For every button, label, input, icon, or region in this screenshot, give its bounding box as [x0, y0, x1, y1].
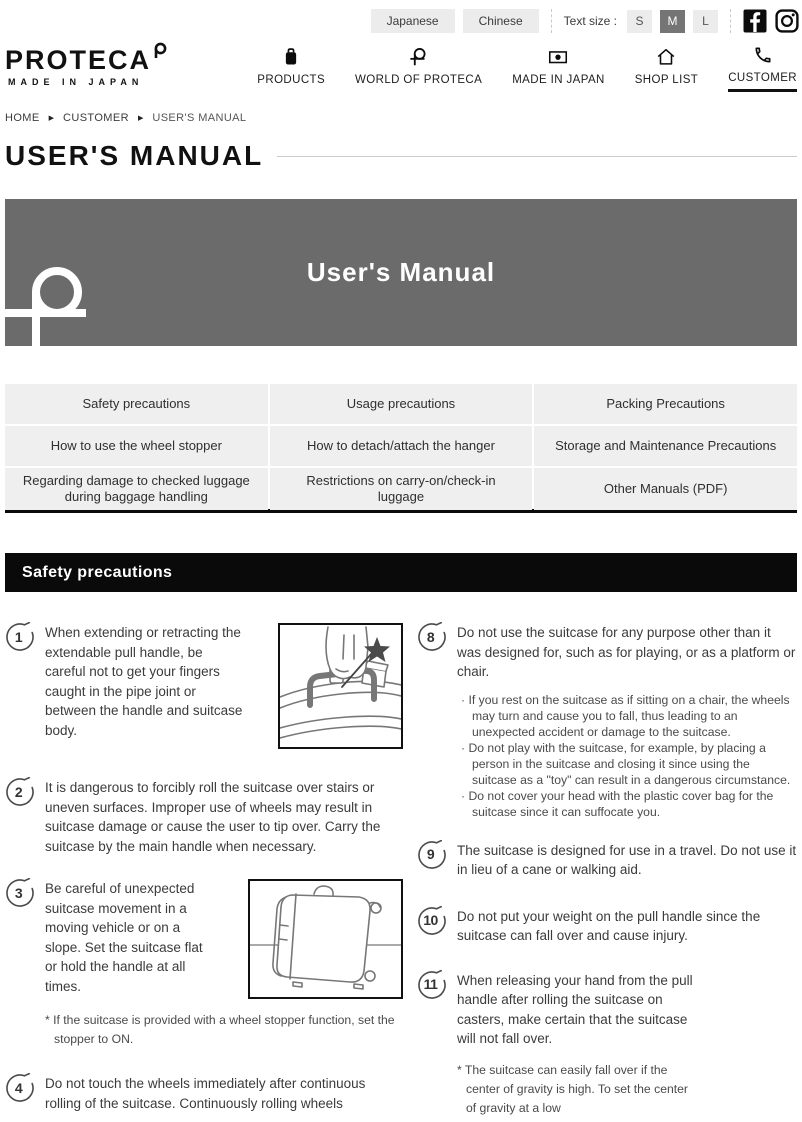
house-icon	[655, 46, 677, 68]
proteca-p-watermark-icon	[5, 199, 125, 346]
nav-label: PRODUCTS	[257, 74, 326, 86]
safety-item-11	[417, 970, 797, 1118]
link-usage-precautions[interactable]: Usage precautions	[270, 384, 533, 424]
safety-item-9	[417, 840, 797, 880]
divider	[551, 9, 552, 33]
item-note: * The suitcase can easily fall over if the center of gravity is high. To set the center of gravity at a low	[457, 1062, 688, 1115]
text-size-label: Text size :	[563, 14, 617, 28]
nav-item-customer[interactable]	[728, 44, 797, 92]
nav-item-made-in-japan[interactable]	[512, 46, 605, 92]
nav-item-world-of-proteca[interactable]	[355, 46, 482, 92]
suitcase-icon	[280, 46, 302, 68]
breadcrumb-current: USER'S MANUAL	[152, 112, 247, 124]
link-hanger[interactable]: How to detach/attach the hanger	[270, 426, 533, 466]
item-text: Do not put your weight on the pull handle since the suitcase can fall over and cause injury.	[457, 908, 761, 943]
item-number-badge: 8	[417, 622, 447, 652]
text-size-l-button[interactable]: L	[693, 10, 718, 33]
nav-item-products[interactable]	[257, 46, 325, 92]
nav-label: SHOP LIST	[634, 74, 699, 86]
link-other-manuals-pdf[interactable]: Other Manuals (PDF)	[534, 468, 797, 510]
safety-content	[0, 592, 802, 1118]
instagram-icon[interactable]	[775, 9, 799, 33]
bullet: · Do not play with the suitcase, for example, by placing a person in the suitcase and closing it since using the suitcase as a "toy" can result in a dangerous circumstance.	[461, 740, 797, 788]
item-text: Be careful of unexpected suitcase movement in a moving vehicle or on a slope. Set the suitcase flat or hold the handle at all times.	[45, 881, 203, 994]
phone-icon	[753, 44, 773, 66]
item-text: When extending or retracting the extendable pull handle, be careful not to get your fingers caught in the pipe joint or between the handle and suitcase body.	[45, 625, 243, 738]
section-header-safety-precautions	[5, 553, 797, 592]
content-column-right	[403, 622, 797, 1118]
item-text: The suitcase is designed for use in a travel. Do not use it in lieu of a cane or walking aid.	[457, 842, 797, 877]
item-number-badge: 2	[5, 777, 35, 807]
item-number-badge: 4	[5, 1073, 35, 1103]
link-checked-luggage-damage[interactable]: Regarding damage to checked luggage during baggage handling	[5, 468, 268, 510]
item-note: * If the suitcase is provided with a wheel stopper function, set the stopper to ON.	[45, 1013, 395, 1046]
pinch-warning-illustration	[278, 623, 403, 749]
proteca-logo[interactable]	[5, 40, 168, 87]
item-text: It is dangerous to forcibly roll the suitcase over stairs or uneven surfaces. Improper use of wheels may result in suitcase damage or cause the user to tip over. Carry the suitcase by the main handle when necessary.	[45, 780, 381, 854]
bullet: · Do not cover your head with the plastic cover bag for the suitcase since it can suffocate you.	[461, 788, 797, 820]
facebook-icon[interactable]	[743, 9, 767, 33]
link-packing-precautions[interactable]: Packing Precautions	[534, 384, 797, 424]
nav-item-shop-list[interactable]	[635, 46, 698, 92]
safety-item-3	[5, 878, 403, 1049]
safety-item-10	[417, 906, 797, 946]
text-size-s-button[interactable]: S	[627, 10, 652, 33]
chinese-button[interactable]: Chinese	[463, 9, 539, 33]
safety-item-2	[5, 777, 403, 856]
hero-banner	[5, 199, 797, 346]
title-rule	[277, 156, 797, 157]
item-number-badge: 10	[417, 906, 447, 936]
item-text: Do not use the suitcase for any purpose other than it was designed for, such as for playing, or as a platform or chair.	[457, 625, 796, 679]
breadcrumb-customer[interactable]: CUSTOMER	[63, 112, 129, 124]
bullet: · If you rest on the suitcase as if sitting on a chair, the wheels may turn and cause you to fall, thus leading to an unexpected accident or damage to the suitcase.	[461, 692, 797, 740]
banner-title: User's Manual	[306, 257, 496, 287]
item-text: Do not touch the wheels immediately after continuous rolling of the suitcase. Continuously rolling wheels	[45, 1076, 366, 1111]
link-carry-on-restrictions[interactable]: Restrictions on carry-on/check-in luggage	[270, 468, 533, 510]
main-nav	[257, 40, 797, 92]
site-header	[0, 34, 802, 92]
japanese-button[interactable]: Japanese	[371, 9, 455, 33]
safety-item-1	[5, 622, 403, 749]
item-bullets	[457, 692, 797, 820]
item-number-badge: 3	[5, 878, 35, 908]
content-column-left	[5, 622, 403, 1118]
nav-label: WORLD OF PROTECA	[355, 74, 483, 86]
safety-item-4	[5, 1073, 403, 1113]
link-safety-precautions[interactable]: Safety precautions	[5, 384, 268, 424]
page-title: USER'S MANUAL	[5, 140, 264, 171]
safety-item-8	[417, 622, 797, 820]
divider	[730, 9, 731, 33]
link-storage-maintenance[interactable]: Storage and Maintenance Precautions	[534, 426, 797, 466]
breadcrumb-arrow-icon: ▶	[48, 114, 54, 122]
item-number-badge: 1	[5, 622, 35, 652]
breadcrumb	[0, 92, 802, 124]
section-title: Safety precautions	[22, 563, 173, 581]
proteca-p-icon	[408, 46, 430, 68]
japan-flag-icon	[547, 46, 569, 68]
title-row	[0, 124, 802, 172]
link-wheel-stopper[interactable]: How to use the wheel stopper	[5, 426, 268, 466]
logo-subtitle: MADE IN JAPAN	[8, 77, 144, 87]
flat-suitcase-illustration	[248, 879, 403, 999]
item-text: When releasing your hand from the pull handle after rolling the suitcase on casters, make certain that the suitcase will not fall over.	[457, 972, 693, 1046]
nav-label: MADE IN JAPAN	[512, 74, 605, 86]
manual-link-table	[5, 384, 797, 508]
logo-wordmark: PROTECA	[5, 45, 152, 75]
item-number-badge: 9	[417, 840, 447, 870]
breadcrumb-home[interactable]: HOME	[5, 112, 40, 124]
nav-label: CUSTOMER	[728, 72, 797, 84]
top-bar	[0, 0, 802, 34]
text-size-m-button[interactable]: M	[660, 10, 685, 33]
proteca-mark-icon	[152, 42, 168, 60]
breadcrumb-arrow-icon: ▶	[137, 114, 144, 122]
item-number-badge: 11	[417, 970, 447, 1000]
